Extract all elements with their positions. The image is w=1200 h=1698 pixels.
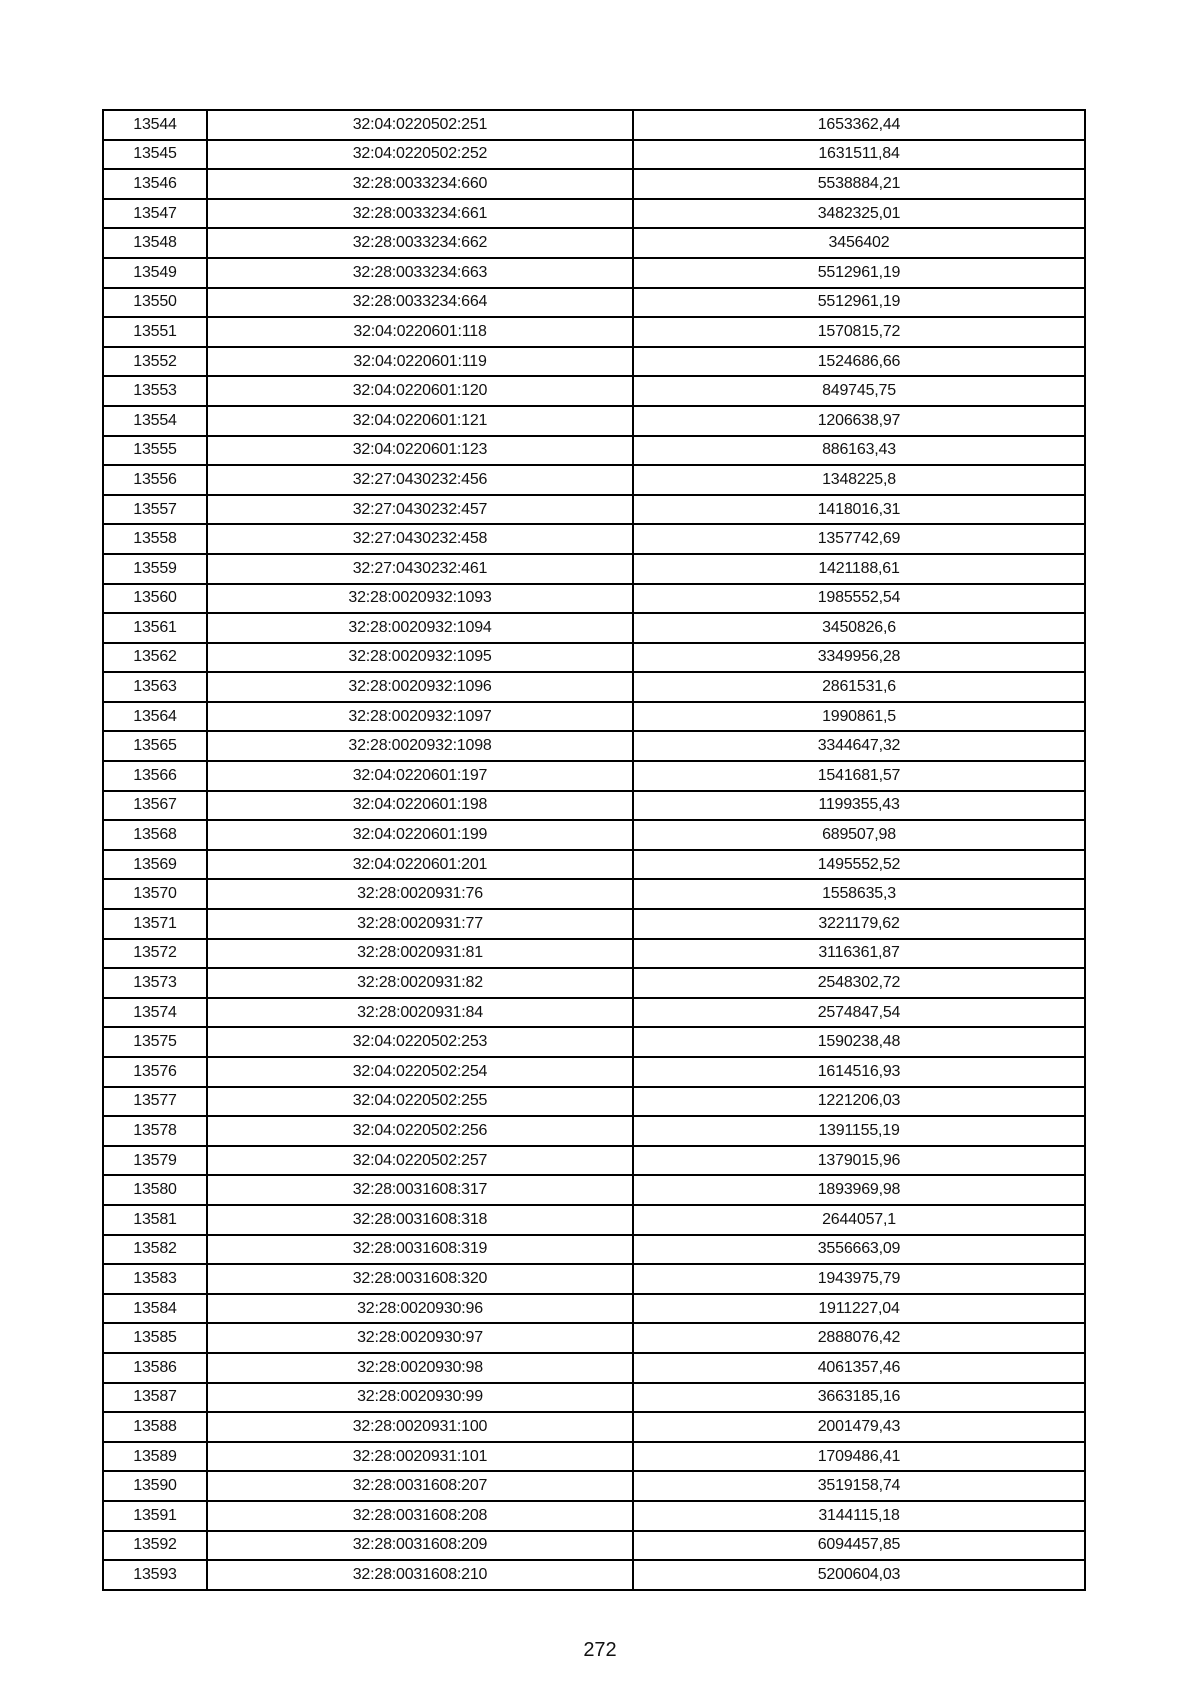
row-number-cell: 13547 — [103, 199, 207, 229]
value-cell: 3482325,01 — [633, 199, 1085, 229]
cadastral-number-cell: 32:28:0020931:82 — [207, 968, 633, 998]
row-number-cell: 13556 — [103, 465, 207, 495]
cadastral-number-cell: 32:27:0430232:456 — [207, 465, 633, 495]
value-cell: 3556663,09 — [633, 1235, 1085, 1265]
cadastral-number-cell: 32:28:0020930:96 — [207, 1294, 633, 1324]
value-cell: 3144115,18 — [633, 1501, 1085, 1531]
cadastral-number-cell: 32:04:0220502:254 — [207, 1057, 633, 1087]
row-number-cell: 13544 — [103, 110, 207, 140]
table-row — [103, 702, 1085, 732]
value-cell: 1893969,98 — [633, 1175, 1085, 1205]
table-row — [103, 731, 1085, 761]
row-number-cell: 13580 — [103, 1175, 207, 1205]
row-number-cell: 13583 — [103, 1264, 207, 1294]
value-cell: 5512961,19 — [633, 288, 1085, 318]
row-number-cell: 13555 — [103, 436, 207, 466]
cadastral-number-cell: 32:04:0220601:197 — [207, 761, 633, 791]
value-cell: 3456402 — [633, 228, 1085, 258]
value-cell: 1590238,48 — [633, 1027, 1085, 1057]
table-row — [103, 1175, 1085, 1205]
table-row — [103, 1412, 1085, 1442]
cadastral-number-cell: 32:28:0033234:662 — [207, 228, 633, 258]
row-number-cell: 13587 — [103, 1383, 207, 1413]
row-number-cell: 13546 — [103, 169, 207, 199]
row-number-cell: 13559 — [103, 554, 207, 584]
cadastral-number-cell: 32:28:0020931:84 — [207, 998, 633, 1028]
table-row — [103, 1087, 1085, 1117]
cadastral-number-cell: 32:04:0220601:123 — [207, 436, 633, 466]
cadastral-number-cell: 32:28:0031608:210 — [207, 1560, 633, 1590]
cadastral-number-cell: 32:28:0031608:317 — [207, 1175, 633, 1205]
cadastral-number-cell: 32:28:0031608:208 — [207, 1501, 633, 1531]
table-row — [103, 288, 1085, 318]
value-cell: 5538884,21 — [633, 169, 1085, 199]
cadastral-number-cell: 32:28:0031608:209 — [207, 1531, 633, 1561]
row-number-cell: 13570 — [103, 879, 207, 909]
cadastral-number-cell: 32:28:0020932:1098 — [207, 731, 633, 761]
cadastral-number-cell: 32:28:0033234:661 — [207, 199, 633, 229]
table-row — [103, 968, 1085, 998]
cadastral-number-cell: 32:28:0020931:101 — [207, 1442, 633, 1472]
row-number-cell: 13561 — [103, 613, 207, 643]
cadastral-number-cell: 32:27:0430232:457 — [207, 495, 633, 525]
cadastral-number-cell: 32:04:0220601:199 — [207, 820, 633, 850]
cadastral-number-cell: 32:04:0220502:253 — [207, 1027, 633, 1057]
row-number-cell: 13586 — [103, 1353, 207, 1383]
table-row — [103, 1294, 1085, 1324]
row-number-cell: 13567 — [103, 791, 207, 821]
value-cell: 3116361,87 — [633, 939, 1085, 969]
value-cell: 2644057,1 — [633, 1205, 1085, 1235]
cadastral-number-cell: 32:28:0020932:1093 — [207, 584, 633, 614]
table-row — [103, 436, 1085, 466]
table-row — [103, 228, 1085, 258]
table-row — [103, 850, 1085, 880]
row-number-cell: 13578 — [103, 1116, 207, 1146]
table-row — [103, 1471, 1085, 1501]
table-row — [103, 554, 1085, 584]
row-number-cell: 13550 — [103, 288, 207, 318]
row-number-cell: 13568 — [103, 820, 207, 850]
cadastral-number-cell: 32:28:0031608:207 — [207, 1471, 633, 1501]
table-row — [103, 998, 1085, 1028]
cadastral-number-cell: 32:28:0031608:320 — [207, 1264, 633, 1294]
row-number-cell: 13589 — [103, 1442, 207, 1472]
cadastral-value-table — [102, 109, 1086, 1591]
table-row — [103, 1383, 1085, 1413]
cadastral-number-cell: 32:04:0220601:119 — [207, 347, 633, 377]
cadastral-number-cell: 32:04:0220601:120 — [207, 376, 633, 406]
table-row — [103, 347, 1085, 377]
row-number-cell: 13574 — [103, 998, 207, 1028]
row-number-cell: 13563 — [103, 672, 207, 702]
row-number-cell: 13564 — [103, 702, 207, 732]
cadastral-number-cell: 32:27:0430232:461 — [207, 554, 633, 584]
value-cell: 3221179,62 — [633, 909, 1085, 939]
row-number-cell: 13557 — [103, 495, 207, 525]
value-cell: 5512961,19 — [633, 258, 1085, 288]
table-row — [103, 1442, 1085, 1472]
cadastral-number-cell: 32:04:0220601:121 — [207, 406, 633, 436]
table-row — [103, 584, 1085, 614]
value-cell: 1558635,3 — [633, 879, 1085, 909]
value-cell: 2574847,54 — [633, 998, 1085, 1028]
cadastral-number-cell: 32:28:0033234:664 — [207, 288, 633, 318]
table-row — [103, 406, 1085, 436]
cadastral-number-cell: 32:28:0020930:97 — [207, 1323, 633, 1353]
table-row — [103, 1501, 1085, 1531]
value-cell: 5200604,03 — [633, 1560, 1085, 1590]
cadastral-number-cell: 32:28:0031608:319 — [207, 1235, 633, 1265]
table-row — [103, 169, 1085, 199]
row-number-cell: 13588 — [103, 1412, 207, 1442]
row-number-cell: 13591 — [103, 1501, 207, 1531]
table-row — [103, 1531, 1085, 1561]
cadastral-number-cell: 32:04:0220502:252 — [207, 140, 633, 170]
value-cell: 3344647,32 — [633, 731, 1085, 761]
value-cell: 3450826,6 — [633, 613, 1085, 643]
row-number-cell: 13579 — [103, 1146, 207, 1176]
table-row — [103, 643, 1085, 673]
table-row — [103, 1235, 1085, 1265]
table-row — [103, 495, 1085, 525]
table-row — [103, 1057, 1085, 1087]
table-row — [103, 1146, 1085, 1176]
table-body — [103, 110, 1085, 1590]
cadastral-number-cell: 32:04:0220502:257 — [207, 1146, 633, 1176]
value-cell: 2001479,43 — [633, 1412, 1085, 1442]
row-number-cell: 13562 — [103, 643, 207, 673]
value-cell: 2861531,6 — [633, 672, 1085, 702]
value-cell: 1541681,57 — [633, 761, 1085, 791]
cadastral-number-cell: 32:28:0020932:1097 — [207, 702, 633, 732]
cadastral-number-cell: 32:28:0020931:76 — [207, 879, 633, 909]
value-cell: 1391155,19 — [633, 1116, 1085, 1146]
table-row — [103, 791, 1085, 821]
row-number-cell: 13545 — [103, 140, 207, 170]
cadastral-number-cell: 32:28:0020930:99 — [207, 1383, 633, 1413]
table-row — [103, 879, 1085, 909]
row-number-cell: 13566 — [103, 761, 207, 791]
value-cell: 1199355,43 — [633, 791, 1085, 821]
table-row — [103, 258, 1085, 288]
row-number-cell: 13552 — [103, 347, 207, 377]
cadastral-number-cell: 32:28:0033234:660 — [207, 169, 633, 199]
table-row — [103, 672, 1085, 702]
row-number-cell: 13585 — [103, 1323, 207, 1353]
row-number-cell: 13584 — [103, 1294, 207, 1324]
table-row — [103, 465, 1085, 495]
value-cell: 6094457,85 — [633, 1531, 1085, 1561]
row-number-cell: 13560 — [103, 584, 207, 614]
table-row — [103, 110, 1085, 140]
row-number-cell: 13581 — [103, 1205, 207, 1235]
cadastral-number-cell: 32:28:0020932:1095 — [207, 643, 633, 673]
table-row — [103, 1027, 1085, 1057]
value-cell: 1911227,04 — [633, 1294, 1085, 1324]
cadastral-number-cell: 32:04:0220601:198 — [207, 791, 633, 821]
cadastral-number-cell: 32:04:0220502:251 — [207, 110, 633, 140]
value-cell: 849745,75 — [633, 376, 1085, 406]
table-row — [103, 1323, 1085, 1353]
value-cell: 1653362,44 — [633, 110, 1085, 140]
cadastral-number-cell: 32:28:0020931:81 — [207, 939, 633, 969]
table-row — [103, 1560, 1085, 1590]
cadastral-number-cell: 32:27:0430232:458 — [207, 524, 633, 554]
page-number: 272 — [583, 1639, 617, 1661]
row-number-cell: 13565 — [103, 731, 207, 761]
value-cell: 689507,98 — [633, 820, 1085, 850]
table-row — [103, 317, 1085, 347]
value-cell: 2888076,42 — [633, 1323, 1085, 1353]
row-number-cell: 13551 — [103, 317, 207, 347]
row-number-cell: 13569 — [103, 850, 207, 880]
row-number-cell: 13577 — [103, 1087, 207, 1117]
value-cell: 1206638,97 — [633, 406, 1085, 436]
value-cell: 1418016,31 — [633, 495, 1085, 525]
row-number-cell: 13575 — [103, 1027, 207, 1057]
row-number-cell: 13592 — [103, 1531, 207, 1561]
row-number-cell: 13593 — [103, 1560, 207, 1590]
value-cell: 886163,43 — [633, 436, 1085, 466]
value-cell: 3663185,16 — [633, 1383, 1085, 1413]
value-cell: 1379015,96 — [633, 1146, 1085, 1176]
row-number-cell: 13582 — [103, 1235, 207, 1265]
value-cell: 1524686,66 — [633, 347, 1085, 377]
cadastral-number-cell: 32:04:0220601:201 — [207, 850, 633, 880]
value-cell: 1985552,54 — [633, 584, 1085, 614]
value-cell: 1421188,61 — [633, 554, 1085, 584]
row-number-cell: 13572 — [103, 939, 207, 969]
table-row — [103, 1264, 1085, 1294]
table-row — [103, 1205, 1085, 1235]
row-number-cell: 13554 — [103, 406, 207, 436]
cadastral-number-cell: 32:28:0020930:98 — [207, 1353, 633, 1383]
cadastral-number-cell: 32:28:0020931:100 — [207, 1412, 633, 1442]
row-number-cell: 13549 — [103, 258, 207, 288]
table-row — [103, 376, 1085, 406]
row-number-cell: 13576 — [103, 1057, 207, 1087]
value-cell: 1943975,79 — [633, 1264, 1085, 1294]
row-number-cell: 13548 — [103, 228, 207, 258]
value-cell: 1631511,84 — [633, 140, 1085, 170]
cadastral-number-cell: 32:28:0020931:77 — [207, 909, 633, 939]
cadastral-number-cell: 32:04:0220502:255 — [207, 1087, 633, 1117]
row-number-cell: 13558 — [103, 524, 207, 554]
value-cell: 3519158,74 — [633, 1471, 1085, 1501]
row-number-cell: 13590 — [103, 1471, 207, 1501]
value-cell: 4061357,46 — [633, 1353, 1085, 1383]
value-cell: 3349956,28 — [633, 643, 1085, 673]
cadastral-number-cell: 32:28:0020932:1096 — [207, 672, 633, 702]
value-cell: 1570815,72 — [633, 317, 1085, 347]
value-cell: 1614516,93 — [633, 1057, 1085, 1087]
value-cell: 1990861,5 — [633, 702, 1085, 732]
value-cell: 2548302,72 — [633, 968, 1085, 998]
table-row — [103, 820, 1085, 850]
table-row — [103, 761, 1085, 791]
cadastral-number-cell: 32:28:0033234:663 — [207, 258, 633, 288]
table-row — [103, 939, 1085, 969]
value-cell: 1221206,03 — [633, 1087, 1085, 1117]
table-row — [103, 1116, 1085, 1146]
value-cell: 1348225,8 — [633, 465, 1085, 495]
table-row — [103, 199, 1085, 229]
table-row — [103, 909, 1085, 939]
table-row — [103, 613, 1085, 643]
cadastral-number-cell: 32:04:0220601:118 — [207, 317, 633, 347]
row-number-cell: 13573 — [103, 968, 207, 998]
value-cell: 1357742,69 — [633, 524, 1085, 554]
cadastral-number-cell: 32:28:0031608:318 — [207, 1205, 633, 1235]
row-number-cell: 13553 — [103, 376, 207, 406]
table-row — [103, 524, 1085, 554]
row-number-cell: 13571 — [103, 909, 207, 939]
cadastral-number-cell: 32:04:0220502:256 — [207, 1116, 633, 1146]
cadastral-number-cell: 32:28:0020932:1094 — [207, 613, 633, 643]
table-row — [103, 1353, 1085, 1383]
value-cell: 1709486,41 — [633, 1442, 1085, 1472]
value-cell: 1495552,52 — [633, 850, 1085, 880]
table-row — [103, 140, 1085, 170]
